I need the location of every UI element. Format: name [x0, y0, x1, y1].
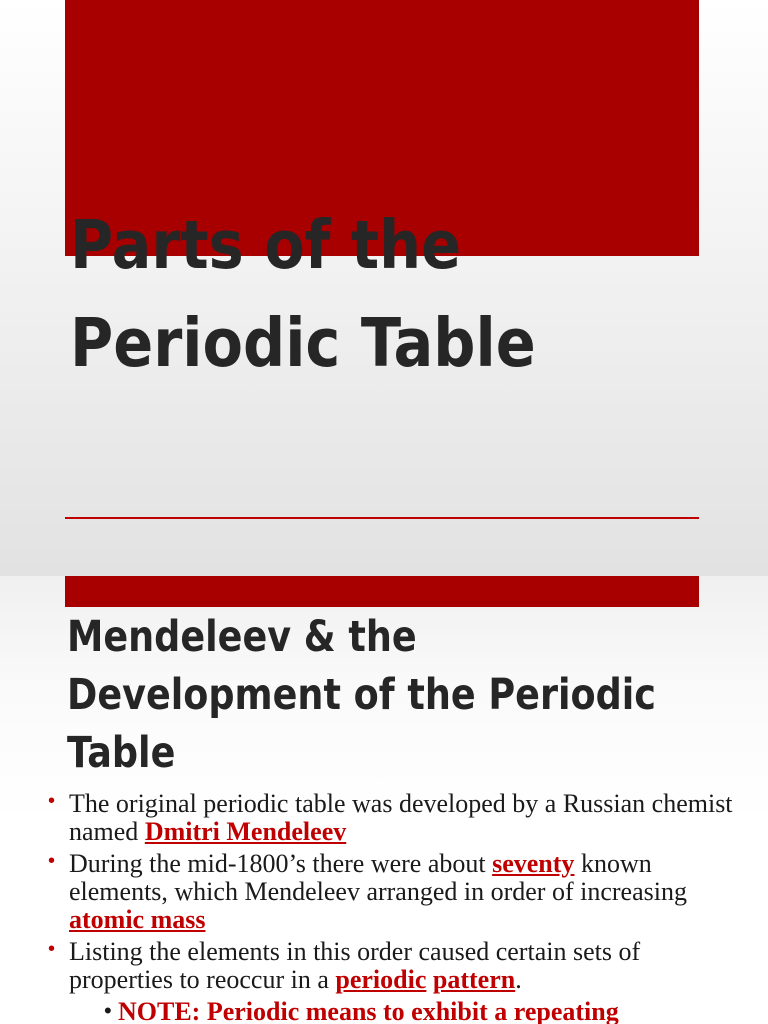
sub-bullet-item [48, 998, 738, 1024]
accent-block [65, 576, 699, 607]
content-slide [0, 576, 768, 1024]
slide-heading: Mendeleev & the Development of the Periodic Table [67, 612, 656, 778]
keyword-seventy: seventy [492, 849, 575, 878]
bullet-text: During the mid-1800’s there were about [69, 849, 493, 878]
bullet-dot-icon: • [48, 850, 56, 872]
bullet-dot-icon: • [48, 938, 56, 960]
bullet-text: The original periodic table was developed by a Russian chemist named [69, 789, 733, 846]
sub-bullet-text: NOTE: Periodic means to exhibit a repeating [118, 997, 619, 1024]
bullet-item [48, 850, 738, 934]
bullet-dot-icon: • [48, 790, 56, 812]
bullet-list [48, 790, 738, 1024]
keyword-periodic: periodic [335, 965, 427, 994]
keyword-dmitri-mendeleev: Dmitri Mendeleev [144, 817, 347, 846]
title-divider [65, 517, 699, 519]
keyword-atomic-mass: atomic mass [69, 905, 206, 934]
slide-title: Parts of the Periodic Table [70, 206, 536, 382]
bullet-item [48, 790, 738, 846]
bullet-item [48, 938, 738, 994]
bullet-dot-icon: • [104, 998, 112, 1023]
keyword-pattern: pattern [432, 965, 516, 994]
bullet-text: known elements, which Mendeleev arranged in order of increasing [69, 849, 687, 906]
bullet-text: . [515, 965, 522, 994]
bullet-text: Listing the elements in this order caused certain sets of properties to reoccur in a [69, 937, 641, 994]
